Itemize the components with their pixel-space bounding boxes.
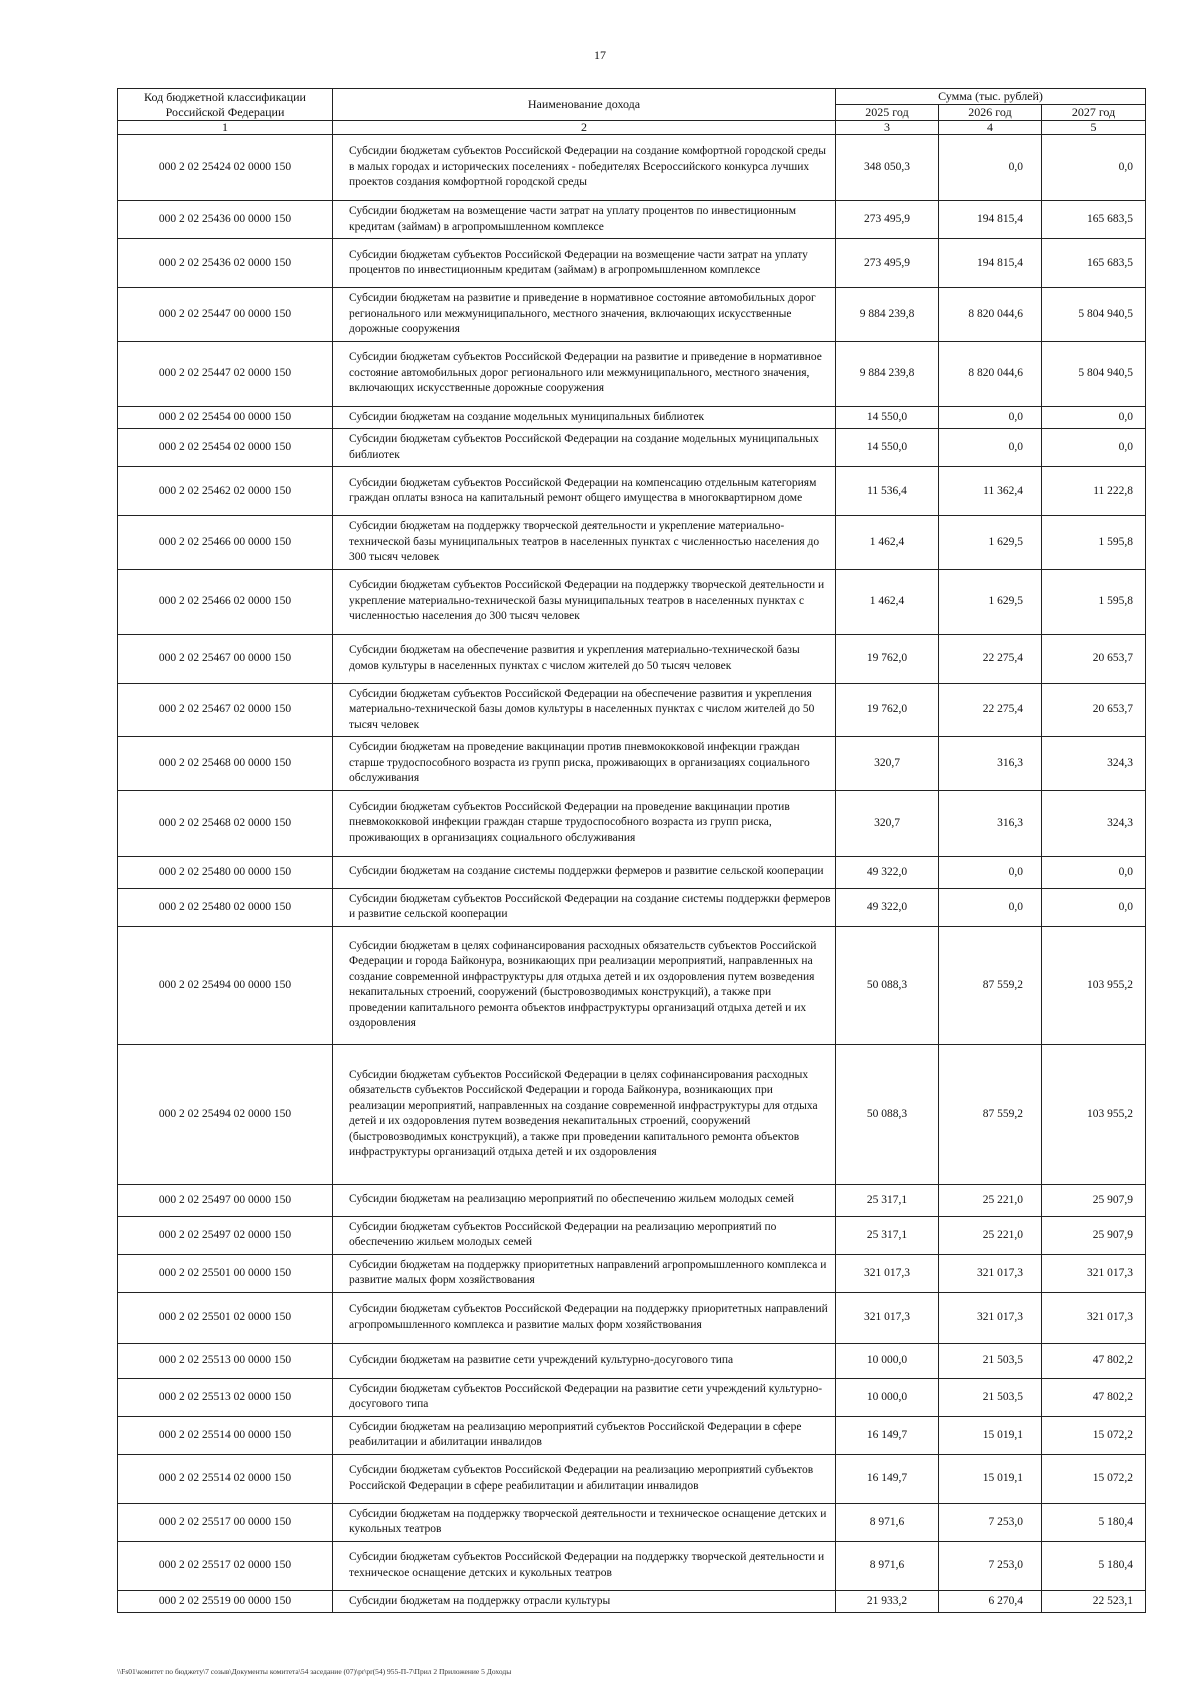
cell-code: 000 2 02 25514 00 0000 150 xyxy=(118,1416,333,1454)
table-row xyxy=(118,926,1146,1044)
header-year-2025: 2025 год xyxy=(836,105,939,121)
cell-code: 000 2 02 25517 02 0000 150 xyxy=(118,1541,333,1590)
cell-amount-2026: 194 815,4 xyxy=(939,239,1042,288)
cell-amount-2026: 22 275,4 xyxy=(939,683,1042,737)
cell-amount-2027: 15 072,2 xyxy=(1042,1454,1146,1503)
cell-amount-2027: 25 907,9 xyxy=(1042,1216,1146,1254)
cell-code: 000 2 02 25514 02 0000 150 xyxy=(118,1454,333,1503)
cell-code: 000 2 02 25467 02 0000 150 xyxy=(118,683,333,737)
cell-name: Субсидии бюджетам на реализацию мероприятий по обеспечению жильем молодых семей xyxy=(333,1184,836,1216)
cell-amount-2025: 348 050,3 xyxy=(836,135,939,201)
footer-file-path: \\Fs01\комитет по бюджету\7 созыв\Документы комитета\54 заседание (07)\pr\pr(54) 955-П-7\Прил 2 Приложение 5 Доходы xyxy=(117,1667,512,1676)
cell-amount-2026: 25 221,0 xyxy=(939,1216,1042,1254)
cell-name: Субсидии бюджетам на создание модельных муниципальных библиотек xyxy=(333,406,836,429)
cell-name: Субсидии бюджетам субъектов Российской Федерации на развитие и приведение в нормативное состояние автомобильных дорог регионального или межмуниципального, местного значения, включающих искусственные дорожные сооружения xyxy=(333,341,836,406)
revenue-table xyxy=(117,88,1146,1613)
cell-amount-2027: 103 955,2 xyxy=(1042,1044,1146,1184)
table-row xyxy=(118,1343,1146,1378)
cell-name: Субсидии бюджетам субъектов Российской Федерации на поддержку приоритетных направлений агропромышленного комплекса и развитие малых форм хозяйствования xyxy=(333,1292,836,1343)
header-year-2027: 2027 год xyxy=(1042,105,1146,121)
header-year-2026: 2026 год xyxy=(939,105,1042,121)
cell-code: 000 2 02 25454 02 0000 150 xyxy=(118,429,333,467)
cell-name: Субсидии бюджетам на развитие сети учреждений культурно-досугового типа xyxy=(333,1343,836,1378)
cell-amount-2026: 0,0 xyxy=(939,888,1042,926)
table-row xyxy=(118,1378,1146,1416)
cell-amount-2027: 20 653,7 xyxy=(1042,634,1146,683)
cell-code: 000 2 02 25436 00 0000 150 xyxy=(118,201,333,239)
cell-amount-2025: 11 536,4 xyxy=(836,467,939,516)
cell-name: Субсидии бюджетам на обеспечение развития и укрепления материально-технической базы домов культуры в населенных пунктах с числом жителей до 50 тысяч человек xyxy=(333,634,836,683)
cell-amount-2027: 0,0 xyxy=(1042,135,1146,201)
cell-amount-2025: 14 550,0 xyxy=(836,406,939,429)
cell-amount-2026: 316,3 xyxy=(939,737,1042,791)
cell-amount-2027: 5 180,4 xyxy=(1042,1541,1146,1590)
column-number-5: 5 xyxy=(1042,121,1146,135)
table-row xyxy=(118,888,1146,926)
cell-name: Субсидии бюджетам субъектов Российской Федерации на развитие сети учреждений культурно-досугового типа xyxy=(333,1378,836,1416)
table-row xyxy=(118,516,1146,570)
cell-amount-2027: 321 017,3 xyxy=(1042,1292,1146,1343)
cell-amount-2027: 0,0 xyxy=(1042,856,1146,888)
cell-amount-2027: 0,0 xyxy=(1042,406,1146,429)
cell-amount-2025: 14 550,0 xyxy=(836,429,939,467)
cell-amount-2025: 50 088,3 xyxy=(836,926,939,1044)
cell-name: Субсидии бюджетам субъектов Российской Федерации на поддержку творческой деятельности и техническое оснащение детских и кукольных театров xyxy=(333,1541,836,1590)
cell-code: 000 2 02 25519 00 0000 150 xyxy=(118,1590,333,1613)
cell-amount-2026: 1 629,5 xyxy=(939,516,1042,570)
cell-amount-2025: 16 149,7 xyxy=(836,1416,939,1454)
table-row xyxy=(118,1184,1146,1216)
cell-amount-2025: 273 495,9 xyxy=(836,239,939,288)
cell-amount-2027: 11 222,8 xyxy=(1042,467,1146,516)
cell-code: 000 2 02 25517 00 0000 150 xyxy=(118,1503,333,1541)
cell-amount-2026: 0,0 xyxy=(939,429,1042,467)
cell-amount-2025: 10 000,0 xyxy=(836,1378,939,1416)
table-row xyxy=(118,341,1146,406)
cell-name: Субсидии бюджетам на поддержку отрасли культуры xyxy=(333,1590,836,1613)
cell-name: Субсидии бюджетам субъектов Российской Федерации на создание системы поддержки фермеров и развитие сельской кооперации xyxy=(333,888,836,926)
cell-code: 000 2 02 25466 00 0000 150 xyxy=(118,516,333,570)
cell-amount-2026: 21 503,5 xyxy=(939,1378,1042,1416)
cell-code: 000 2 02 25436 02 0000 150 xyxy=(118,239,333,288)
cell-amount-2025: 8 971,6 xyxy=(836,1541,939,1590)
header-code-column: Код бюджетной классификации Российской Федерации xyxy=(118,89,333,121)
cell-name: Субсидии бюджетам на поддержку творческой деятельности и техническое оснащение детских и кукольных театров xyxy=(333,1503,836,1541)
cell-amount-2025: 25 317,1 xyxy=(836,1184,939,1216)
table-row xyxy=(118,239,1146,288)
table-row xyxy=(118,634,1146,683)
table-row xyxy=(118,1454,1146,1503)
cell-name: Субсидии бюджетам на проведение вакцинации против пневмококковой инфекции граждан старше трудоспособного возраста из групп риска, проживающих в организациях социального обслуживания xyxy=(333,737,836,791)
cell-code: 000 2 02 25494 00 0000 150 xyxy=(118,926,333,1044)
cell-name: Субсидии бюджетам субъектов Российской Федерации на проведение вакцинации против пневмококковой инфекции граждан старше трудоспособного возраста из групп риска, проживающих в организациях социального обслуживания xyxy=(333,790,836,856)
cell-amount-2025: 50 088,3 xyxy=(836,1044,939,1184)
cell-code: 000 2 02 25424 02 0000 150 xyxy=(118,135,333,201)
page-number: 17 xyxy=(594,48,606,62)
cell-amount-2025: 1 462,4 xyxy=(836,569,939,634)
table-row xyxy=(118,429,1146,467)
cell-amount-2027: 165 683,5 xyxy=(1042,201,1146,239)
cell-amount-2026: 22 275,4 xyxy=(939,634,1042,683)
table-row xyxy=(118,737,1146,791)
cell-amount-2026: 8 820 044,6 xyxy=(939,288,1042,342)
cell-code: 000 2 02 25480 00 0000 150 xyxy=(118,856,333,888)
cell-amount-2025: 19 762,0 xyxy=(836,683,939,737)
cell-amount-2025: 273 495,9 xyxy=(836,201,939,239)
cell-amount-2026: 7 253,0 xyxy=(939,1541,1042,1590)
cell-amount-2025: 320,7 xyxy=(836,737,939,791)
table-row xyxy=(118,856,1146,888)
cell-name: Субсидии бюджетам на поддержку приоритетных направлений агропромышленного комплекса и развитие малых форм хозяйствования xyxy=(333,1254,836,1292)
cell-code: 000 2 02 25480 02 0000 150 xyxy=(118,888,333,926)
table-row xyxy=(118,790,1146,856)
table-row xyxy=(118,683,1146,737)
cell-amount-2027: 22 523,1 xyxy=(1042,1590,1146,1613)
header-sum-group: Сумма (тыс. рублей) xyxy=(836,89,1146,105)
cell-amount-2027: 5 804 940,5 xyxy=(1042,341,1146,406)
cell-amount-2026: 7 253,0 xyxy=(939,1503,1042,1541)
table-row xyxy=(118,1044,1146,1184)
cell-amount-2026: 0,0 xyxy=(939,406,1042,429)
cell-amount-2025: 321 017,3 xyxy=(836,1292,939,1343)
cell-code: 000 2 02 25466 02 0000 150 xyxy=(118,569,333,634)
cell-amount-2025: 8 971,6 xyxy=(836,1503,939,1541)
column-number-4: 4 xyxy=(939,121,1042,135)
cell-name: Субсидии бюджетам субъектов Российской Федерации в целях софинансирования расходных обязательств субъектов Российской Федерации и города Байконура, возникающих при реализации мероприятий, направленных на создание современной инфраструктуры для отдыха детей и их оздоровления путем возведения некапитальных строений, сооружений (быстровозводимых конструкций), а также при проведении капитального ремонта объектов инфраструктуры организаций отдыха детей и их оздоровления xyxy=(333,1044,836,1184)
cell-name: Субсидии бюджетам субъектов Российской Федерации на обеспечение развития и укрепления материально-технической базы домов культуры в населенных пунктах с числом жителей до 50 тысяч человек xyxy=(333,683,836,737)
cell-code: 000 2 02 25494 02 0000 150 xyxy=(118,1044,333,1184)
cell-amount-2025: 19 762,0 xyxy=(836,634,939,683)
cell-amount-2026: 316,3 xyxy=(939,790,1042,856)
cell-amount-2026: 0,0 xyxy=(939,856,1042,888)
cell-amount-2026: 87 559,2 xyxy=(939,1044,1042,1184)
cell-amount-2025: 10 000,0 xyxy=(836,1343,939,1378)
revenue-table-wrapper xyxy=(117,88,1145,1613)
cell-amount-2026: 87 559,2 xyxy=(939,926,1042,1044)
cell-name: Субсидии бюджетам субъектов Российской Федерации на компенсацию отдельным категориям граждан оплаты взноса на капитальный ремонт общего имущества в многоквартирном доме xyxy=(333,467,836,516)
table-row xyxy=(118,467,1146,516)
cell-amount-2027: 321 017,3 xyxy=(1042,1254,1146,1292)
cell-amount-2025: 9 884 239,8 xyxy=(836,288,939,342)
cell-name: Субсидии бюджетам на создание системы поддержки фермеров и развитие сельской кооперации xyxy=(333,856,836,888)
table-row xyxy=(118,135,1146,201)
table-row xyxy=(118,569,1146,634)
cell-code: 000 2 02 25447 02 0000 150 xyxy=(118,341,333,406)
cell-amount-2025: 1 462,4 xyxy=(836,516,939,570)
table-row xyxy=(118,1292,1146,1343)
cell-code: 000 2 02 25447 00 0000 150 xyxy=(118,288,333,342)
cell-name: Субсидии бюджетам на реализацию мероприятий субъектов Российской Федерации в сфере реабилитации и абилитации инвалидов xyxy=(333,1416,836,1454)
cell-amount-2026: 321 017,3 xyxy=(939,1292,1042,1343)
cell-amount-2026: 21 503,5 xyxy=(939,1343,1042,1378)
cell-code: 000 2 02 25501 02 0000 150 xyxy=(118,1292,333,1343)
table-row xyxy=(118,1254,1146,1292)
cell-amount-2025: 321 017,3 xyxy=(836,1254,939,1292)
cell-amount-2026: 321 017,3 xyxy=(939,1254,1042,1292)
column-number-2: 2 xyxy=(333,121,836,135)
cell-code: 000 2 02 25468 02 0000 150 xyxy=(118,790,333,856)
cell-amount-2027: 5 804 940,5 xyxy=(1042,288,1146,342)
cell-amount-2027: 1 595,8 xyxy=(1042,516,1146,570)
cell-amount-2025: 9 884 239,8 xyxy=(836,341,939,406)
cell-amount-2025: 16 149,7 xyxy=(836,1454,939,1503)
cell-amount-2027: 47 802,2 xyxy=(1042,1343,1146,1378)
table-row xyxy=(118,288,1146,342)
column-number-1: 1 xyxy=(118,121,333,135)
cell-amount-2027: 25 907,9 xyxy=(1042,1184,1146,1216)
cell-amount-2026: 6 270,4 xyxy=(939,1590,1042,1613)
cell-code: 000 2 02 25497 00 0000 150 xyxy=(118,1184,333,1216)
table-row xyxy=(118,1416,1146,1454)
table-row xyxy=(118,1503,1146,1541)
cell-code: 000 2 02 25497 02 0000 150 xyxy=(118,1216,333,1254)
cell-code: 000 2 02 25468 00 0000 150 xyxy=(118,737,333,791)
cell-amount-2027: 103 955,2 xyxy=(1042,926,1146,1044)
cell-amount-2027: 47 802,2 xyxy=(1042,1378,1146,1416)
cell-name: Субсидии бюджетам в целях софинансирования расходных обязательств субъектов Российской Федерации и города Байконура, возникающих при реализации мероприятий, направленных на создание современной инфраструктуры для отдыха детей и их оздоровления путем возведения некапитальных строений, сооружений (быстровозводимых конструкций), а также при проведении капитального ремонта объектов инфраструктуры организаций отдыха детей и их оздоровления xyxy=(333,926,836,1044)
cell-name: Субсидии бюджетам субъектов Российской Федерации на возмещение части затрат на уплату процентов по инвестиционным кредитам (займам) в агропромышленном комплексе xyxy=(333,239,836,288)
cell-amount-2027: 15 072,2 xyxy=(1042,1416,1146,1454)
cell-amount-2027: 0,0 xyxy=(1042,888,1146,926)
cell-code: 000 2 02 25462 02 0000 150 xyxy=(118,467,333,516)
table-row xyxy=(118,1216,1146,1254)
cell-amount-2027: 0,0 xyxy=(1042,429,1146,467)
table-row xyxy=(118,1541,1146,1590)
cell-amount-2027: 1 595,8 xyxy=(1042,569,1146,634)
cell-name: Субсидии бюджетам на возмещение части затрат на уплату процентов по инвестиционным кредитам (займам) в агропромышленном комплексе xyxy=(333,201,836,239)
cell-code: 000 2 02 25501 00 0000 150 xyxy=(118,1254,333,1292)
cell-amount-2026: 194 815,4 xyxy=(939,201,1042,239)
cell-amount-2026: 0,0 xyxy=(939,135,1042,201)
cell-amount-2025: 21 933,2 xyxy=(836,1590,939,1613)
cell-name: Субсидии бюджетам субъектов Российской Федерации на поддержку творческой деятельности и укрепление материально-технической базы муниципальных театров в населенных пунктах с численностью населения до 300 тысяч человек xyxy=(333,569,836,634)
cell-code: 000 2 02 25513 00 0000 150 xyxy=(118,1343,333,1378)
cell-amount-2026: 15 019,1 xyxy=(939,1454,1042,1503)
cell-name: Субсидии бюджетам субъектов Российской Федерации на создание комфортной городской среды в малых городах и исторических поселениях - победителях Всероссийского конкурса лучших проектов создания комфортной городской среды xyxy=(333,135,836,201)
cell-amount-2027: 324,3 xyxy=(1042,790,1146,856)
cell-code: 000 2 02 25454 00 0000 150 xyxy=(118,406,333,429)
cell-amount-2027: 20 653,7 xyxy=(1042,683,1146,737)
cell-code: 000 2 02 25513 02 0000 150 xyxy=(118,1378,333,1416)
cell-amount-2027: 165 683,5 xyxy=(1042,239,1146,288)
column-number-3: 3 xyxy=(836,121,939,135)
cell-amount-2026: 11 362,4 xyxy=(939,467,1042,516)
cell-amount-2025: 49 322,0 xyxy=(836,888,939,926)
cell-amount-2026: 15 019,1 xyxy=(939,1416,1042,1454)
header-name-column: Наименование дохода xyxy=(333,89,836,121)
cell-name: Субсидии бюджетам на развитие и приведение в нормативное состояние автомобильных дорог регионального или межмуниципального, местного значения, включающих искусственные дорожные сооружения xyxy=(333,288,836,342)
cell-amount-2027: 5 180,4 xyxy=(1042,1503,1146,1541)
table-header xyxy=(118,89,1146,135)
table-body xyxy=(118,135,1146,1613)
cell-amount-2026: 1 629,5 xyxy=(939,569,1042,634)
cell-name: Субсидии бюджетам субъектов Российской Федерации на реализацию мероприятий субъектов Российской Федерации в сфере реабилитации и абилитации инвалидов xyxy=(333,1454,836,1503)
cell-name: Субсидии бюджетам на поддержку творческой деятельности и укрепление материально-технической базы муниципальных театров в населенных пунктах с численностью населения до 300 тысяч человек xyxy=(333,516,836,570)
table-row xyxy=(118,1590,1146,1613)
cell-amount-2025: 49 322,0 xyxy=(836,856,939,888)
table-row xyxy=(118,406,1146,429)
cell-name: Субсидии бюджетам субъектов Российской Федерации на создание модельных муниципальных библиотек xyxy=(333,429,836,467)
cell-code: 000 2 02 25467 00 0000 150 xyxy=(118,634,333,683)
cell-name: Субсидии бюджетам субъектов Российской Федерации на реализацию мероприятий по обеспечению жильем молодых семей xyxy=(333,1216,836,1254)
cell-amount-2025: 25 317,1 xyxy=(836,1216,939,1254)
table-row xyxy=(118,201,1146,239)
cell-amount-2026: 25 221,0 xyxy=(939,1184,1042,1216)
cell-amount-2027: 324,3 xyxy=(1042,737,1146,791)
cell-amount-2025: 320,7 xyxy=(836,790,939,856)
cell-amount-2026: 8 820 044,6 xyxy=(939,341,1042,406)
